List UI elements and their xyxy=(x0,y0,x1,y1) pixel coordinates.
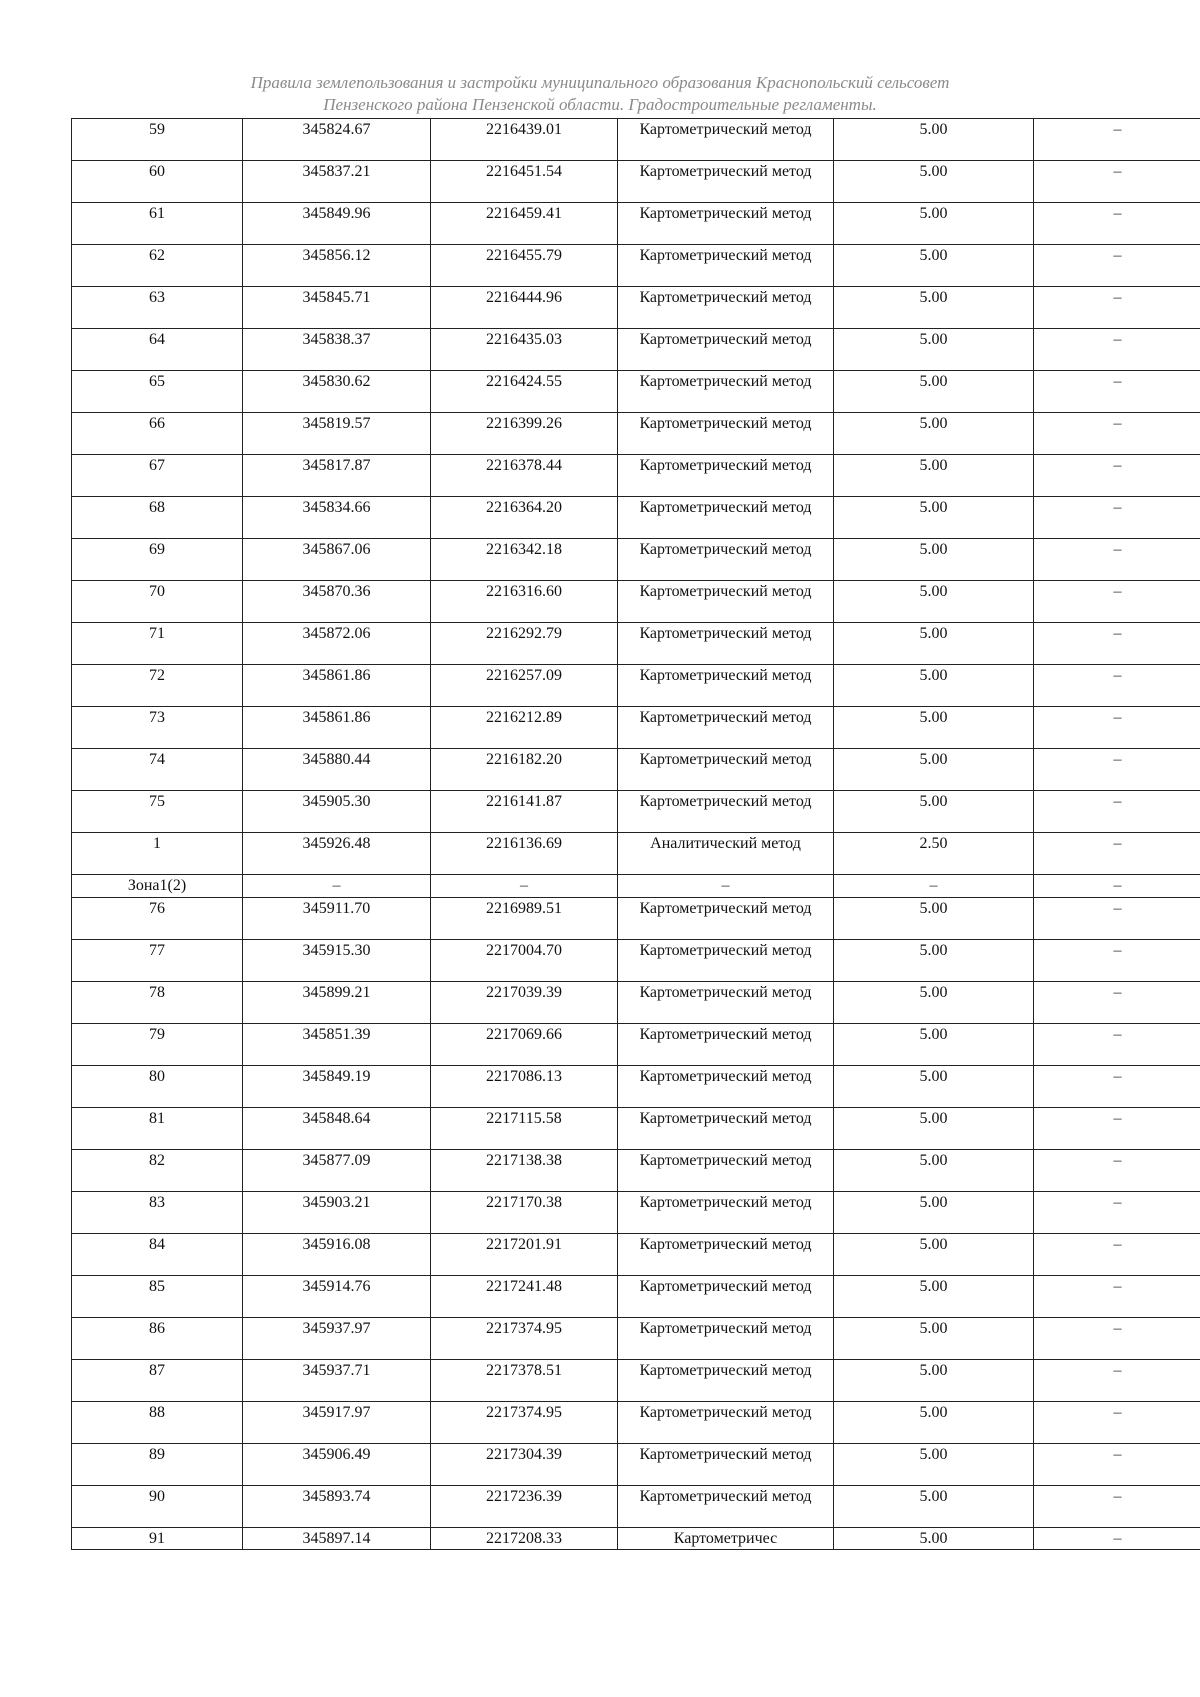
point-number-cell: 60 xyxy=(72,161,243,203)
method-cell: Картометрический метод xyxy=(618,1317,834,1359)
y-coordinate-cell: 2217378.51 xyxy=(431,1359,618,1401)
accuracy-cell: 5.00 xyxy=(834,1191,1034,1233)
x-coordinate-cell: 345838.37 xyxy=(243,329,431,371)
table-row xyxy=(72,1443,1200,1485)
table-row xyxy=(72,161,1200,203)
point-number-cell: 75 xyxy=(72,791,243,833)
note-cell: – xyxy=(1034,413,1200,455)
point-number-cell: 72 xyxy=(72,665,243,707)
x-coordinate-cell: 345937.97 xyxy=(243,1317,431,1359)
y-coordinate-cell: 2217004.70 xyxy=(431,939,618,981)
note-cell: – xyxy=(1034,1275,1200,1317)
note-cell: – xyxy=(1034,329,1200,371)
table-row xyxy=(72,1275,1200,1317)
point-number-cell: 66 xyxy=(72,413,243,455)
y-coordinate-cell: 2216182.20 xyxy=(431,749,618,791)
method-cell: Картометрический метод xyxy=(618,1107,834,1149)
table-row xyxy=(72,1023,1200,1065)
method-cell: Картометрический метод xyxy=(618,1191,834,1233)
method-cell: Картометрический метод xyxy=(618,539,834,581)
method-cell: Картометрический метод xyxy=(618,455,834,497)
x-coordinate-cell: 345897.14 xyxy=(243,1527,431,1550)
x-coordinate-cell: 345867.06 xyxy=(243,539,431,581)
accuracy-cell: 5.00 xyxy=(834,203,1034,245)
accuracy-cell: 5.00 xyxy=(834,1065,1034,1107)
table-row xyxy=(72,791,1200,833)
y-coordinate-cell: 2216141.87 xyxy=(431,791,618,833)
y-coordinate-cell: 2216364.20 xyxy=(431,497,618,539)
point-number-cell: 68 xyxy=(72,497,243,539)
method-cell: Картометрический метод xyxy=(618,1359,834,1401)
accuracy-cell: 5.00 xyxy=(834,1401,1034,1443)
y-coordinate-cell: 2217208.33 xyxy=(431,1527,618,1550)
method-cell: Картометрический метод xyxy=(618,981,834,1023)
note-cell: – xyxy=(1034,497,1200,539)
point-number-cell: 73 xyxy=(72,707,243,749)
point-number-cell: 83 xyxy=(72,1191,243,1233)
point-number-cell: 71 xyxy=(72,623,243,665)
method-cell: Картометрический метод xyxy=(618,497,834,539)
x-coordinate-cell: 345856.12 xyxy=(243,245,431,287)
method-cell: – xyxy=(618,875,834,898)
zone-row xyxy=(72,875,1200,898)
x-coordinate-cell: 345824.67 xyxy=(243,119,431,161)
method-cell: Картометрический метод xyxy=(618,119,834,161)
accuracy-cell: 5.00 xyxy=(834,1107,1034,1149)
table-row xyxy=(72,1107,1200,1149)
table-row xyxy=(72,897,1200,939)
method-cell: Картометрический метод xyxy=(618,329,834,371)
x-coordinate-cell: 345905.30 xyxy=(243,791,431,833)
note-cell: – xyxy=(1034,161,1200,203)
point-number-cell: 77 xyxy=(72,939,243,981)
header-line-2: Пензенского района Пензенской области. Градостроительные регламенты. xyxy=(323,95,877,114)
y-coordinate-cell: 2216212.89 xyxy=(431,707,618,749)
point-number-cell: 76 xyxy=(72,897,243,939)
method-cell: Картометрический метод xyxy=(618,245,834,287)
x-coordinate-cell: 345819.57 xyxy=(243,413,431,455)
method-cell: Картометрический метод xyxy=(618,1149,834,1191)
method-cell: Картометрический метод xyxy=(618,1443,834,1485)
accuracy-cell: 5.00 xyxy=(834,1233,1034,1275)
table-row xyxy=(72,287,1200,329)
point-number-cell: 70 xyxy=(72,581,243,623)
point-number-cell: 91 xyxy=(72,1527,243,1550)
point-number-cell: 64 xyxy=(72,329,243,371)
y-coordinate-cell: 2216444.96 xyxy=(431,287,618,329)
y-coordinate-cell: 2217201.91 xyxy=(431,1233,618,1275)
table-row xyxy=(72,749,1200,791)
table-row xyxy=(72,1317,1200,1359)
x-coordinate-cell: 345880.44 xyxy=(243,749,431,791)
accuracy-cell: 5.00 xyxy=(834,1317,1034,1359)
note-cell: – xyxy=(1034,707,1200,749)
note-cell: – xyxy=(1034,455,1200,497)
method-cell: Картометрический метод xyxy=(618,1275,834,1317)
x-coordinate-cell: – xyxy=(243,875,431,898)
accuracy-cell: 5.00 xyxy=(834,287,1034,329)
y-coordinate-cell: 2217086.13 xyxy=(431,1065,618,1107)
y-coordinate-cell: 2216378.44 xyxy=(431,455,618,497)
method-cell: Картометрический метод xyxy=(618,371,834,413)
accuracy-cell: 5.00 xyxy=(834,623,1034,665)
header-line-1: Правила землепользования и застройки муниципального образования Краснопольский сельсовет xyxy=(250,73,950,92)
x-coordinate-cell: 345837.21 xyxy=(243,161,431,203)
x-coordinate-cell: 345926.48 xyxy=(243,833,431,875)
accuracy-cell: 5.00 xyxy=(834,1359,1034,1401)
x-coordinate-cell: 345903.21 xyxy=(243,1191,431,1233)
method-cell: Картометрический метод xyxy=(618,665,834,707)
x-coordinate-cell: 345872.06 xyxy=(243,623,431,665)
x-coordinate-cell: 345893.74 xyxy=(243,1485,431,1527)
method-cell: Картометрический метод xyxy=(618,749,834,791)
method-cell: Картометрический метод xyxy=(618,581,834,623)
note-cell: – xyxy=(1034,1443,1200,1485)
note-cell: – xyxy=(1034,1401,1200,1443)
note-cell: – xyxy=(1034,833,1200,875)
y-coordinate-cell: 2216424.55 xyxy=(431,371,618,413)
accuracy-cell: 5.00 xyxy=(834,245,1034,287)
method-cell: Картометрический метод xyxy=(618,1485,834,1527)
point-number-cell: 81 xyxy=(72,1107,243,1149)
x-coordinate-cell: 345861.86 xyxy=(243,707,431,749)
point-number-cell: 65 xyxy=(72,371,243,413)
note-cell: – xyxy=(1034,939,1200,981)
y-coordinate-cell: 2217241.48 xyxy=(431,1275,618,1317)
y-coordinate-cell: 2217170.38 xyxy=(431,1191,618,1233)
method-cell: Картометричес xyxy=(618,1527,834,1550)
point-number-cell: 67 xyxy=(72,455,243,497)
accuracy-cell: 5.00 xyxy=(834,897,1034,939)
note-cell: – xyxy=(1034,371,1200,413)
point-number-cell: 80 xyxy=(72,1065,243,1107)
method-cell: Картометрический метод xyxy=(618,287,834,329)
table-row xyxy=(72,1149,1200,1191)
x-coordinate-cell: 345834.66 xyxy=(243,497,431,539)
point-number-cell: 89 xyxy=(72,1443,243,1485)
table-row xyxy=(72,245,1200,287)
note-cell: – xyxy=(1034,1527,1200,1550)
x-coordinate-cell: 345830.62 xyxy=(243,371,431,413)
y-coordinate-cell: 2216435.03 xyxy=(431,329,618,371)
point-number-cell: 62 xyxy=(72,245,243,287)
table-row xyxy=(72,203,1200,245)
x-coordinate-cell: 345914.76 xyxy=(243,1275,431,1317)
accuracy-cell: 5.00 xyxy=(834,749,1034,791)
accuracy-cell: 5.00 xyxy=(834,707,1034,749)
method-cell: Картометрический метод xyxy=(618,413,834,455)
point-number-cell: 79 xyxy=(72,1023,243,1065)
y-coordinate-cell: 2217115.58 xyxy=(431,1107,618,1149)
y-coordinate-cell: 2217039.39 xyxy=(431,981,618,1023)
x-coordinate-cell: 345937.71 xyxy=(243,1359,431,1401)
note-cell: – xyxy=(1034,791,1200,833)
table-row xyxy=(72,455,1200,497)
x-coordinate-cell: 345877.09 xyxy=(243,1149,431,1191)
note-cell: – xyxy=(1034,1233,1200,1275)
note-cell: – xyxy=(1034,539,1200,581)
point-number-cell: Зона1(2) xyxy=(72,875,243,898)
accuracy-cell: – xyxy=(834,875,1034,898)
accuracy-cell: 5.00 xyxy=(834,1275,1034,1317)
y-coordinate-cell: 2216455.79 xyxy=(431,245,618,287)
note-cell: – xyxy=(1034,875,1200,898)
x-coordinate-cell: 345915.30 xyxy=(243,939,431,981)
page-header xyxy=(0,72,1200,116)
note-cell: – xyxy=(1034,1191,1200,1233)
y-coordinate-cell: 2217374.95 xyxy=(431,1401,618,1443)
table-row xyxy=(72,329,1200,371)
y-coordinate-cell: 2216989.51 xyxy=(431,897,618,939)
accuracy-cell: 5.00 xyxy=(834,1023,1034,1065)
point-number-cell: 69 xyxy=(72,539,243,581)
method-cell: Картометрический метод xyxy=(618,623,834,665)
method-cell: Аналитический метод xyxy=(618,833,834,875)
accuracy-cell: 5.00 xyxy=(834,455,1034,497)
y-coordinate-cell: 2217304.39 xyxy=(431,1443,618,1485)
x-coordinate-cell: 345911.70 xyxy=(243,897,431,939)
y-coordinate-cell: 2216459.41 xyxy=(431,203,618,245)
method-cell: Картометрический метод xyxy=(618,1023,834,1065)
table-row xyxy=(72,581,1200,623)
point-number-cell: 85 xyxy=(72,1275,243,1317)
point-number-cell: 86 xyxy=(72,1317,243,1359)
table-row xyxy=(72,1191,1200,1233)
note-cell: – xyxy=(1034,119,1200,161)
y-coordinate-cell: 2216292.79 xyxy=(431,623,618,665)
table-row xyxy=(72,1485,1200,1527)
method-cell: Картометрический метод xyxy=(618,1065,834,1107)
x-coordinate-cell: 345906.49 xyxy=(243,1443,431,1485)
point-number-cell: 84 xyxy=(72,1233,243,1275)
x-coordinate-cell: 345917.97 xyxy=(243,1401,431,1443)
table-row xyxy=(72,371,1200,413)
table-row xyxy=(72,707,1200,749)
note-cell: – xyxy=(1034,287,1200,329)
method-cell: Картометрический метод xyxy=(618,897,834,939)
point-number-cell: 1 xyxy=(72,833,243,875)
note-cell: – xyxy=(1034,203,1200,245)
note-cell: – xyxy=(1034,1149,1200,1191)
point-number-cell: 59 xyxy=(72,119,243,161)
method-cell: Картометрический метод xyxy=(618,161,834,203)
x-coordinate-cell: 345916.08 xyxy=(243,1233,431,1275)
note-cell: – xyxy=(1034,665,1200,707)
note-cell: – xyxy=(1034,981,1200,1023)
accuracy-cell: 5.00 xyxy=(834,939,1034,981)
accuracy-cell: 5.00 xyxy=(834,1485,1034,1527)
y-coordinate-cell: 2216136.69 xyxy=(431,833,618,875)
note-cell: – xyxy=(1034,623,1200,665)
method-cell: Картометрический метод xyxy=(618,939,834,981)
table-row xyxy=(72,665,1200,707)
y-coordinate-cell: 2216451.54 xyxy=(431,161,618,203)
x-coordinate-cell: 345861.86 xyxy=(243,665,431,707)
point-number-cell: 61 xyxy=(72,203,243,245)
y-coordinate-cell: 2216316.60 xyxy=(431,581,618,623)
table-row xyxy=(72,539,1200,581)
table-row xyxy=(72,623,1200,665)
note-cell: – xyxy=(1034,1107,1200,1149)
table-row xyxy=(72,497,1200,539)
table-row xyxy=(72,981,1200,1023)
accuracy-cell: 5.00 xyxy=(834,371,1034,413)
note-cell: – xyxy=(1034,1317,1200,1359)
y-coordinate-cell: 2216399.26 xyxy=(431,413,618,455)
table-row xyxy=(72,119,1200,161)
accuracy-cell: 5.00 xyxy=(834,665,1034,707)
note-cell: – xyxy=(1034,1065,1200,1107)
x-coordinate-cell: 345848.64 xyxy=(243,1107,431,1149)
note-cell: – xyxy=(1034,897,1200,939)
method-cell: Картометрический метод xyxy=(618,791,834,833)
y-coordinate-cell: 2216439.01 xyxy=(431,119,618,161)
y-coordinate-cell: – xyxy=(431,875,618,898)
table-row xyxy=(72,1401,1200,1443)
point-number-cell: 90 xyxy=(72,1485,243,1527)
table-row xyxy=(72,1527,1200,1550)
y-coordinate-cell: 2216342.18 xyxy=(431,539,618,581)
accuracy-cell: 5.00 xyxy=(834,581,1034,623)
accuracy-cell: 5.00 xyxy=(834,497,1034,539)
method-cell: Картометрический метод xyxy=(618,1233,834,1275)
note-cell: – xyxy=(1034,1359,1200,1401)
note-cell: – xyxy=(1034,1023,1200,1065)
point-number-cell: 74 xyxy=(72,749,243,791)
table-row xyxy=(72,1233,1200,1275)
x-coordinate-cell: 345870.36 xyxy=(243,581,431,623)
accuracy-cell: 2.50 xyxy=(834,833,1034,875)
note-cell: – xyxy=(1034,581,1200,623)
table-row xyxy=(72,1065,1200,1107)
accuracy-cell: 5.00 xyxy=(834,791,1034,833)
table-row xyxy=(72,1359,1200,1401)
x-coordinate-cell: 345899.21 xyxy=(243,981,431,1023)
coordinates-table xyxy=(71,118,1200,1550)
note-cell: – xyxy=(1034,1485,1200,1527)
method-cell: Картометрический метод xyxy=(618,1401,834,1443)
point-number-cell: 82 xyxy=(72,1149,243,1191)
y-coordinate-cell: 2216257.09 xyxy=(431,665,618,707)
accuracy-cell: 5.00 xyxy=(834,539,1034,581)
point-number-cell: 63 xyxy=(72,287,243,329)
method-cell: Картометрический метод xyxy=(618,707,834,749)
accuracy-cell: 5.00 xyxy=(834,413,1034,455)
accuracy-cell: 5.00 xyxy=(834,1443,1034,1485)
accuracy-cell: 5.00 xyxy=(834,1527,1034,1550)
coordinates-table-body xyxy=(72,119,1200,1550)
accuracy-cell: 5.00 xyxy=(834,329,1034,371)
accuracy-cell: 5.00 xyxy=(834,1149,1034,1191)
x-coordinate-cell: 345845.71 xyxy=(243,287,431,329)
table-row xyxy=(72,939,1200,981)
accuracy-cell: 5.00 xyxy=(834,119,1034,161)
x-coordinate-cell: 345851.39 xyxy=(243,1023,431,1065)
point-number-cell: 87 xyxy=(72,1359,243,1401)
y-coordinate-cell: 2217374.95 xyxy=(431,1317,618,1359)
x-coordinate-cell: 345817.87 xyxy=(243,455,431,497)
x-coordinate-cell: 345849.19 xyxy=(243,1065,431,1107)
x-coordinate-cell: 345849.96 xyxy=(243,203,431,245)
method-cell: Картометрический метод xyxy=(618,203,834,245)
note-cell: – xyxy=(1034,245,1200,287)
y-coordinate-cell: 2217138.38 xyxy=(431,1149,618,1191)
accuracy-cell: 5.00 xyxy=(834,161,1034,203)
point-number-cell: 78 xyxy=(72,981,243,1023)
table-row xyxy=(72,413,1200,455)
accuracy-cell: 5.00 xyxy=(834,981,1034,1023)
y-coordinate-cell: 2217069.66 xyxy=(431,1023,618,1065)
y-coordinate-cell: 2217236.39 xyxy=(431,1485,618,1527)
table-row xyxy=(72,833,1200,875)
note-cell: – xyxy=(1034,749,1200,791)
point-number-cell: 88 xyxy=(72,1401,243,1443)
